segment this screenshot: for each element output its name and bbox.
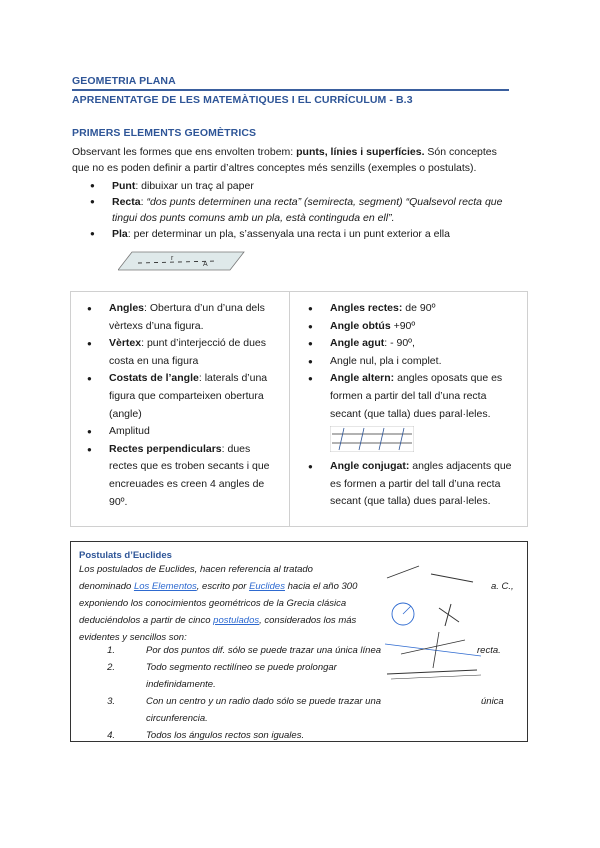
postulates-list <box>101 642 521 741</box>
list-item: ● Costats de l’angle: laterals d’una figura que comparteixen obertura (angle) <box>83 370 288 423</box>
list-item: 2. Todo segmento rectilíneo se puede prolongar indefinidamente. <box>107 662 337 690</box>
plane-shape <box>118 252 244 270</box>
list-item: ● Angle conjugat: angles adjacents que es formen a partir del tall d’una recta secant (que talla) dues paral·leles. <box>304 458 524 511</box>
list-item: ● Punt: dibuixar un traç al paper <box>86 178 526 194</box>
column-divider <box>289 292 290 526</box>
euclides-heading: Postulats d’Euclides <box>79 550 172 561</box>
angles-right-column <box>304 300 524 511</box>
intro-paragraph: Observant les formes que ens envolten trobem: punts, línies i superfícies. Són conceptes que no es poden definir a partir d’altres conceptes més senzills (exemples o postulats). <box>72 146 497 174</box>
euclides-intro: Los postulados de Euclides, hacen referencia al tratado denominado Los Elementos, escrito por Euclides hacia el año 300 exponiendo los conocimientos geométricos de la Grecia clásica deduciéndolos a partir de cinco postulados, considerados los más evidentes y sencillos son: <box>79 564 358 643</box>
sketch-line <box>387 566 419 578</box>
link-euclides[interactable]: Euclides <box>249 581 285 592</box>
title-rule <box>72 89 509 91</box>
link-postulados[interactable]: postulados <box>213 615 260 626</box>
page-subtitle: APRENENTATGE DE LES MATEMÀTIQUES I EL CURRÍCULUM - B.3 <box>72 94 413 106</box>
list-item: ● Rectes perpendiculars: dues rectes que es troben secants i que encreuades es creen 4 angles de 90º. <box>83 441 288 511</box>
euclides-box <box>70 541 528 742</box>
section-heading: PRIMERS ELEMENTS GEOMÈTRICS <box>72 127 257 139</box>
list-item: ● Angles: Obertura d’un d’una dels vèrtexs d’una figura. <box>83 300 288 335</box>
plane-label-r: r <box>171 255 174 262</box>
link-los-elementos[interactable]: Los Elementos <box>133 581 197 592</box>
sketch-radius <box>403 606 411 614</box>
list-item: ● Angle nul, pla i complet. <box>304 353 524 371</box>
plane-label-a: A <box>203 261 208 268</box>
parallel-lines-figure <box>330 426 414 452</box>
angles-box <box>70 291 528 527</box>
list-item: 3. Con un centro y un radio dado sólo se puede trazar una única circunferencia. <box>107 696 504 724</box>
angles-left-column <box>83 300 288 511</box>
plane-figure <box>118 250 246 272</box>
list-item: ● Amplitud <box>83 423 288 441</box>
primer-elements-list <box>86 178 526 242</box>
sketch-angle <box>445 604 451 626</box>
list-item: ● Angle altern: angles oposats que es formen a partir del tall d’una recta secant (que talla) dues paral·leles. <box>304 370 524 423</box>
list-item: ● Angle obtús +90º <box>304 318 524 336</box>
era-suffix: a. C., <box>491 581 514 592</box>
list-item: ● Vèrtex: punt d’interjecció de dues costa en una figura <box>83 335 288 370</box>
list-item: 4. Todos los ángulos rectos son iguales. <box>107 730 305 741</box>
list-item: ● Angle agut: - 90º, <box>304 335 524 353</box>
list-item: 1. Por dos puntos dif. sólo se puede trazar una única línea recta. <box>107 645 501 656</box>
list-item: ● Pla: per determinar un pla, s’assenyala una recta i un punt exterior a ella <box>86 226 526 242</box>
list-item: ● Angles rectes: de 90º <box>304 300 524 318</box>
page-title: GEOMETRIA PLANA <box>72 75 176 87</box>
list-item: ● Recta: “dos punts determinen una recta” (semirecta, segment) “Qualsevol recta que tingui dos punts comuns amb un pla, està continguda en ell”. <box>86 194 526 226</box>
sketch-line <box>431 574 473 582</box>
